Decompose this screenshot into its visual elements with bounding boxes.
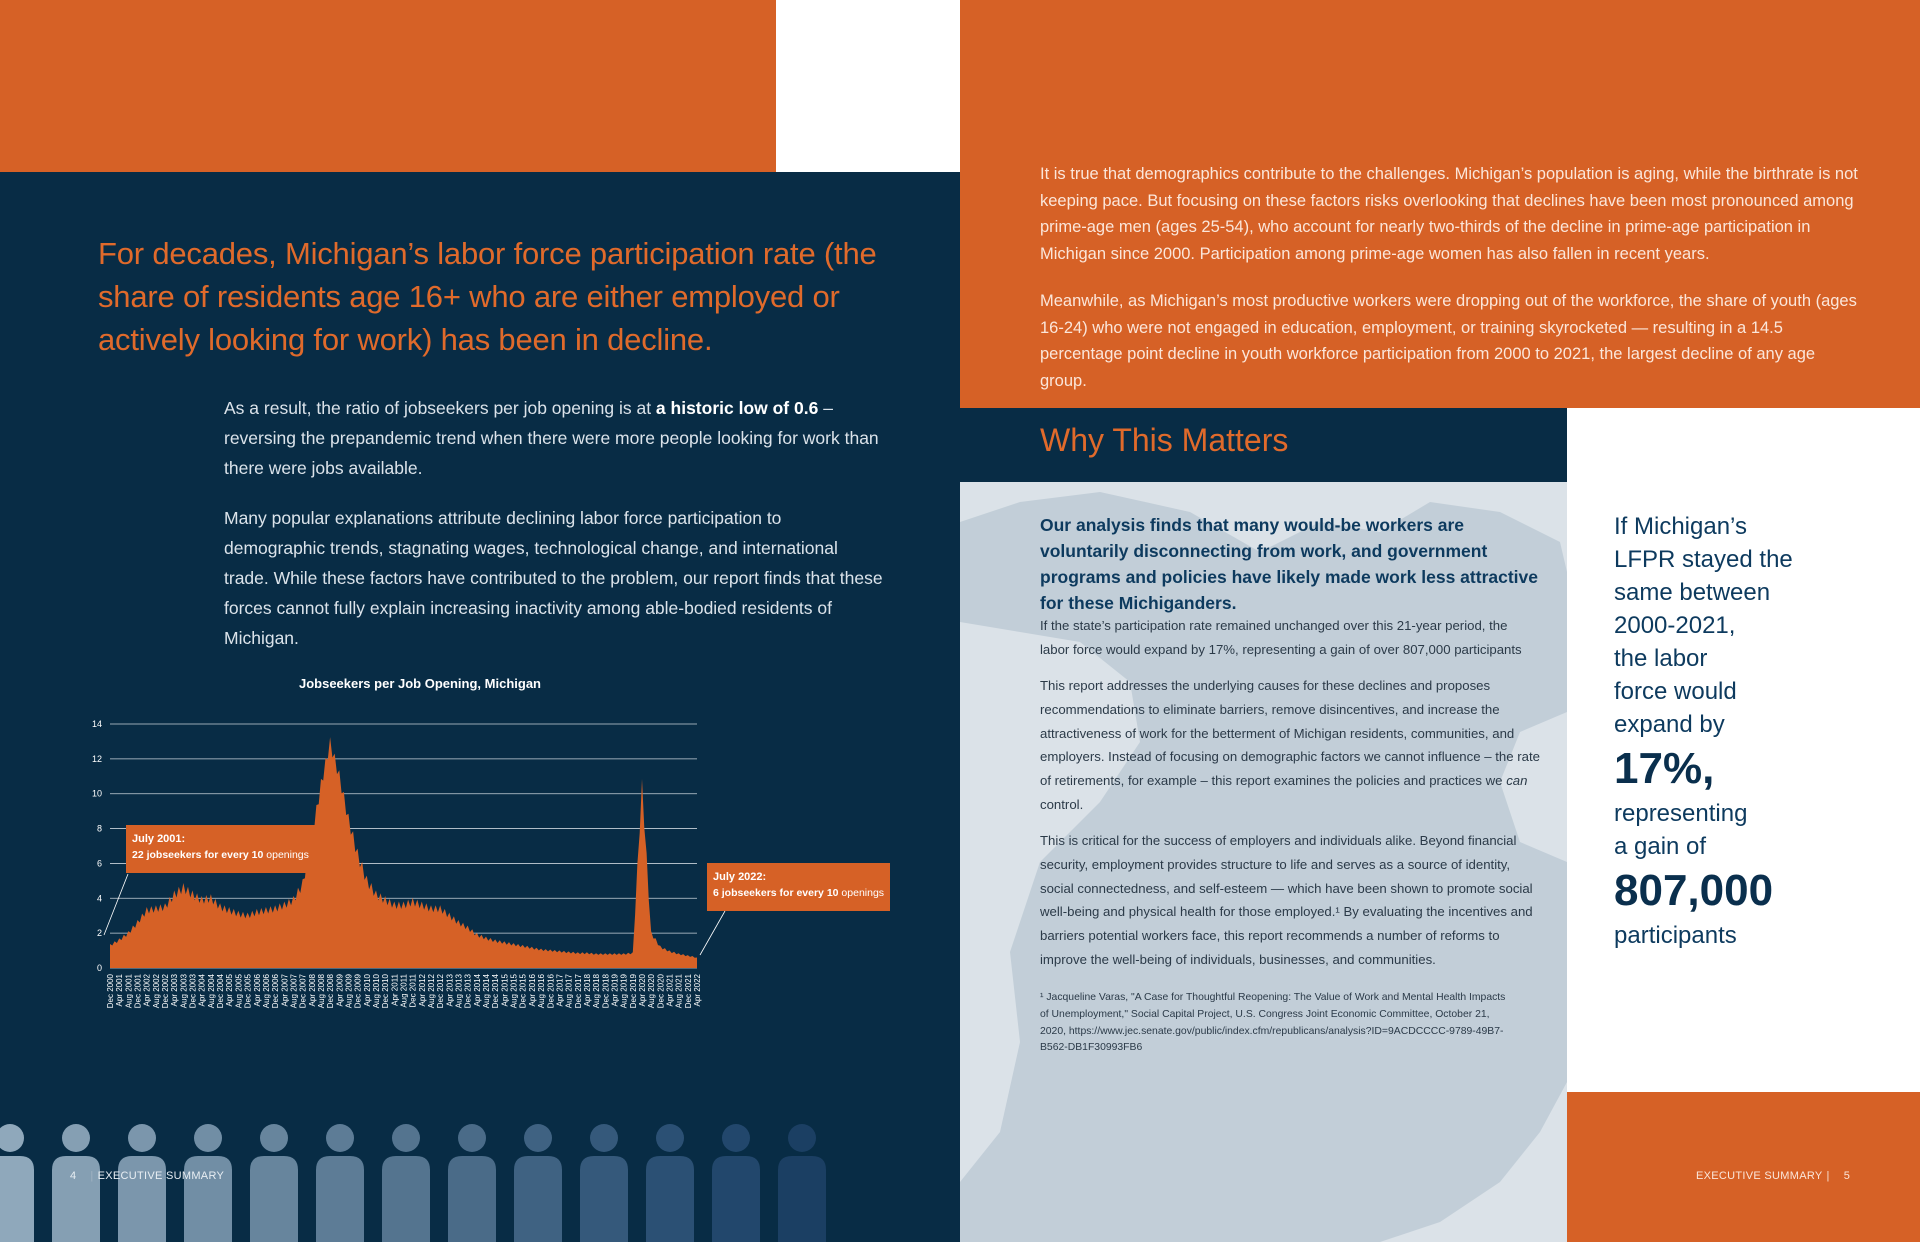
x-tick-label: Dec 2014 xyxy=(491,974,501,1009)
x-tick-label: Dec 2009 xyxy=(353,974,363,1009)
body-paragraph-2 xyxy=(1040,674,1540,817)
callout-stat-count: 807,000 xyxy=(1614,866,1774,915)
person-silhouette-head xyxy=(194,1124,222,1152)
person-silhouette-body xyxy=(0,1156,34,1242)
person-silhouette-head xyxy=(590,1124,618,1152)
callout-line: If Michigan’s xyxy=(1614,513,1747,540)
person-silhouette-head xyxy=(128,1124,156,1152)
x-tick-label: Aug 2008 xyxy=(316,974,326,1009)
lead-paragraph: Our analysis finds that many would-be workers are voluntarily disconnecting from work, and government programs and policies have likely made work less attractive for these Michiganders. xyxy=(1040,515,1538,613)
x-tick-label: Dec 2005 xyxy=(243,974,253,1009)
x-tick-label: Apr 2003 xyxy=(170,974,180,1007)
person-silhouette-head xyxy=(260,1124,288,1152)
callout-line: the labor xyxy=(1614,645,1708,672)
x-tick-label: Apr 2015 xyxy=(500,974,510,1007)
x-tick-label: Dec 2021 xyxy=(683,974,693,1009)
left-footer: 4 | EXECUTIVE SUMMARY xyxy=(70,1170,225,1182)
y-tick-label: 2 xyxy=(96,928,102,939)
person-silhouette-head xyxy=(458,1124,486,1152)
x-tick-label: Aug 2006 xyxy=(261,974,271,1009)
callout-stat-percent: 17%, xyxy=(1614,744,1715,793)
annotation-leader-line xyxy=(700,911,725,955)
y-tick-label: 0 xyxy=(96,963,102,973)
x-tick-label: Apr 2002 xyxy=(142,974,152,1007)
person-silhouette-body xyxy=(52,1156,100,1242)
person-silhouette-head xyxy=(0,1124,24,1152)
y-tick-label: 14 xyxy=(91,719,102,729)
left-orange-band xyxy=(0,0,776,172)
chart-y-ticks xyxy=(92,719,102,973)
person-silhouette-body xyxy=(778,1156,826,1242)
left-page-number: 4 xyxy=(70,1170,77,1182)
x-tick-label: Aug 2009 xyxy=(344,974,354,1009)
person-silhouette-body xyxy=(316,1156,364,1242)
x-tick-label: Dec 2016 xyxy=(546,974,556,1009)
x-tick-label: Aug 2019 xyxy=(619,974,629,1009)
x-tick-label: Apr 2009 xyxy=(335,974,345,1007)
x-tick-label: Apr 2006 xyxy=(252,974,262,1007)
chart-x-ticks xyxy=(106,973,702,1008)
callout-line: a gain of xyxy=(1614,833,1707,860)
x-tick-label: Dec 2020 xyxy=(656,974,666,1009)
x-tick-label: Aug 2017 xyxy=(564,974,574,1009)
chart-annotation xyxy=(700,863,890,955)
x-tick-label: Dec 2018 xyxy=(601,974,611,1009)
x-tick-label: Dec 2019 xyxy=(628,974,638,1009)
chart-title: Jobseekers per Job Opening, Michigan xyxy=(298,676,542,691)
x-tick-label: Apr 2016 xyxy=(527,974,537,1007)
x-tick-label: Apr 2004 xyxy=(197,974,207,1007)
footnote: ¹ Jacqueline Varas, "A Case for Thoughtful Reopening: The Value of Work and Mental Health Impacts of Unemployment," Social Capital Project, U.S. Congress Joint Economic Committee, October 21, 2020, https://www.jec.senate.gov/public/index.cfm/republicans/analysis?ID=9ACDCCCC-9789-49B7-B562-DB1F30993FB6 xyxy=(1040,992,1506,1054)
x-tick-label: Aug 2002 xyxy=(151,974,161,1009)
x-tick-label: Aug 2010 xyxy=(371,974,381,1009)
annotation-leader-line xyxy=(104,874,128,935)
x-tick-label: Apr 2020 xyxy=(637,974,647,1007)
x-tick-label: Apr 2008 xyxy=(307,974,317,1007)
x-tick-label: Dec 2012 xyxy=(436,974,446,1009)
x-tick-label: Aug 2014 xyxy=(482,974,492,1009)
person-silhouette-body xyxy=(184,1156,232,1242)
x-tick-label: Dec 2015 xyxy=(518,974,528,1009)
x-tick-label: Dec 2010 xyxy=(381,974,391,1009)
callout-line: same between xyxy=(1614,579,1771,606)
person-silhouette-head xyxy=(656,1124,684,1152)
x-tick-label: Aug 2013 xyxy=(454,974,464,1009)
x-tick-label: Dec 2004 xyxy=(216,974,226,1009)
x-tick-label: Apr 2007 xyxy=(280,974,290,1007)
x-tick-label: Dec 2003 xyxy=(188,974,198,1009)
body-paragraph-1: If the state’s participation rate remained unchanged over this 21-year period, the labor force would expand by 17%, representing a gain of over 807,000 participants xyxy=(1040,618,1522,657)
x-tick-label: Aug 2001 xyxy=(124,974,134,1009)
x-tick-label: Aug 2003 xyxy=(179,974,189,1009)
annotation-title: July 2022: xyxy=(713,871,767,883)
jobseekers-chart xyxy=(90,660,910,1040)
x-tick-label: Apr 2022 xyxy=(693,974,702,1007)
x-tick-label: Apr 2012 xyxy=(417,974,427,1007)
person-silhouette-head xyxy=(722,1124,750,1152)
person-silhouette-body xyxy=(712,1156,760,1242)
p2-emphasis: can xyxy=(1506,773,1528,789)
y-tick-label: 8 xyxy=(96,823,102,834)
x-tick-label: Apr 2005 xyxy=(225,974,235,1007)
left-paragraph-1 xyxy=(224,393,884,483)
person-silhouette-body xyxy=(448,1156,496,1242)
person-silhouette-head xyxy=(788,1124,816,1152)
x-tick-label: Apr 2001 xyxy=(115,974,125,1007)
p2-text-end: control. xyxy=(1040,796,1084,812)
person-silhouette-head xyxy=(524,1124,552,1152)
section-title: Why This Matters xyxy=(1040,422,1289,458)
y-tick-label: 12 xyxy=(91,753,102,764)
left-footer-label: EXECUTIVE SUMMARY xyxy=(97,1170,225,1182)
y-tick-label: 6 xyxy=(96,858,102,869)
x-tick-label: Dec 2013 xyxy=(463,974,473,1009)
x-tick-label: Dec 2006 xyxy=(271,974,281,1009)
left-heading: For decades, Michigan’s labor force participation rate (the share of residents age 16+ who are either employed or actively looking for work) has been in decline. xyxy=(98,236,877,357)
y-tick-label: 10 xyxy=(91,788,102,799)
callout-line: expand by xyxy=(1614,711,1725,738)
right-page-number: 5 xyxy=(1843,1170,1851,1182)
x-tick-label: Apr 2013 xyxy=(445,974,455,1007)
para1-bold: a historic low of 0.6 xyxy=(655,398,819,418)
annotation-text: 6 jobseekers for every 10 openings xyxy=(713,887,885,899)
x-tick-label: Dec 2007 xyxy=(298,974,308,1009)
body-paragraph-3: This is critical for the success of employers and individuals alike. Beyond financial security, employment provides structure to life and serves as a source of identity, social connectedness, and self-esteem — which have been shown to promote social well-being and physical health for those employed.¹ By evaluating the incentives and barriers potential workers face, this report recommends a number of reforms to improve the well-being of individuals, businesses, and communities. xyxy=(1040,833,1533,967)
callout-line: participants xyxy=(1614,922,1737,949)
x-tick-label: Aug 2011 xyxy=(399,974,409,1008)
x-tick-label: Dec 2000 xyxy=(106,974,115,1009)
bottom-orange-block xyxy=(1567,1092,1920,1242)
x-tick-label: Dec 2017 xyxy=(573,974,583,1009)
x-tick-label: Apr 2014 xyxy=(472,974,482,1007)
person-silhouette-body xyxy=(580,1156,628,1242)
right-top-paragraph-2: Meanwhile, as Michigan’s most productive workers were dropping out of the workforce, the share of youth (ages 16-24) who were not engaged in education, employment, or training skyrocketed — resulting in a 14.5 percentage point decline in youth workforce participation from 2000 to 2021, the largest decline of any age group. xyxy=(1040,292,1857,390)
person-silhouette-body xyxy=(118,1156,166,1242)
x-tick-label: Apr 2018 xyxy=(582,974,592,1007)
x-tick-label: Apr 2019 xyxy=(610,974,620,1007)
person-silhouette-body xyxy=(382,1156,430,1242)
x-tick-label: Aug 2018 xyxy=(592,974,602,1009)
person-silhouette-head xyxy=(392,1124,420,1152)
callout-line: force would xyxy=(1614,678,1737,705)
callout-line: LFPR stayed the xyxy=(1614,546,1793,573)
stat-callout xyxy=(1614,510,1904,952)
person-silhouette-head xyxy=(62,1124,90,1152)
x-tick-label: Dec 2001 xyxy=(133,974,143,1009)
x-tick-label: Aug 2012 xyxy=(427,974,437,1009)
y-tick-label: 4 xyxy=(96,893,102,904)
x-tick-label: Dec 2011 xyxy=(408,974,418,1008)
x-tick-label: Aug 2016 xyxy=(537,974,547,1009)
right-footer-label: EXECUTIVE SUMMARY xyxy=(1696,1170,1823,1182)
annotation-title: July 2001: xyxy=(132,833,186,845)
x-tick-label: Dec 2002 xyxy=(161,974,171,1009)
x-tick-label: Apr 2011 xyxy=(390,974,400,1006)
x-tick-label: Aug 2005 xyxy=(234,974,244,1009)
x-tick-label: Aug 2004 xyxy=(206,974,216,1009)
x-tick-label: Aug 2021 xyxy=(674,974,684,1009)
right-top-paragraph-1: It is true that demographics contribute to the challenges. Michigan’s population is aging, while the birthrate is not keeping pace. But focusing on these factors risks overlooking that declines have been most pronounced among prime-age men (ages 25-54), who account for nearly two-thirds of the decline in prime-age participation in Michigan since 2000. Participation among prime-age women has also fallen in recent years. xyxy=(1040,165,1858,263)
annotation-text: 22 jobseekers for every 10 openings xyxy=(132,849,309,861)
x-tick-label: Aug 2015 xyxy=(509,974,519,1009)
para1-text: As a result, the ratio of jobseekers per job opening is at xyxy=(224,398,656,418)
person-silhouette-body xyxy=(646,1156,694,1242)
x-tick-label: Dec 2008 xyxy=(326,974,336,1009)
x-tick-label: Apr 2017 xyxy=(555,974,565,1007)
person-silhouette-head xyxy=(326,1124,354,1152)
x-tick-label: Apr 2021 xyxy=(665,974,675,1007)
x-tick-label: Aug 2007 xyxy=(289,974,299,1009)
callout-line: representing xyxy=(1614,800,1748,827)
x-tick-label: Apr 2010 xyxy=(362,974,372,1007)
person-silhouette-body xyxy=(250,1156,298,1242)
person-silhouette-body xyxy=(514,1156,562,1242)
left-paragraph-2: Many popular explanations attribute declining labor force participation to demographic trends, stagnating wages, technological change, and international trade. While these factors have contributed to the problem, our report finds that these forces cannot fully explain increasing inactivity among able-bodied residents of Michigan. xyxy=(224,508,883,648)
callout-line: 2000-2021, xyxy=(1614,612,1736,639)
p2-text: This report addresses the underlying causes for these declines and proposes recommendations to eliminate barriers, remove disincentives, and increase the attractiveness of work for the betterment of Michigan residents, communities, and employers. Instead of focusing on demographic factors we cannot influence – the rate of retirements, for example – this report examines the policies and practices we xyxy=(1040,678,1540,789)
center-white-block xyxy=(776,0,960,172)
x-tick-label: Aug 2020 xyxy=(647,974,657,1009)
para1-text-end: – reversing the prepandemic trend when there were more people looking for work than there were jobs available. xyxy=(224,398,879,478)
right-footer: EXECUTIVE SUMMARY | 5 xyxy=(1696,1170,1851,1182)
